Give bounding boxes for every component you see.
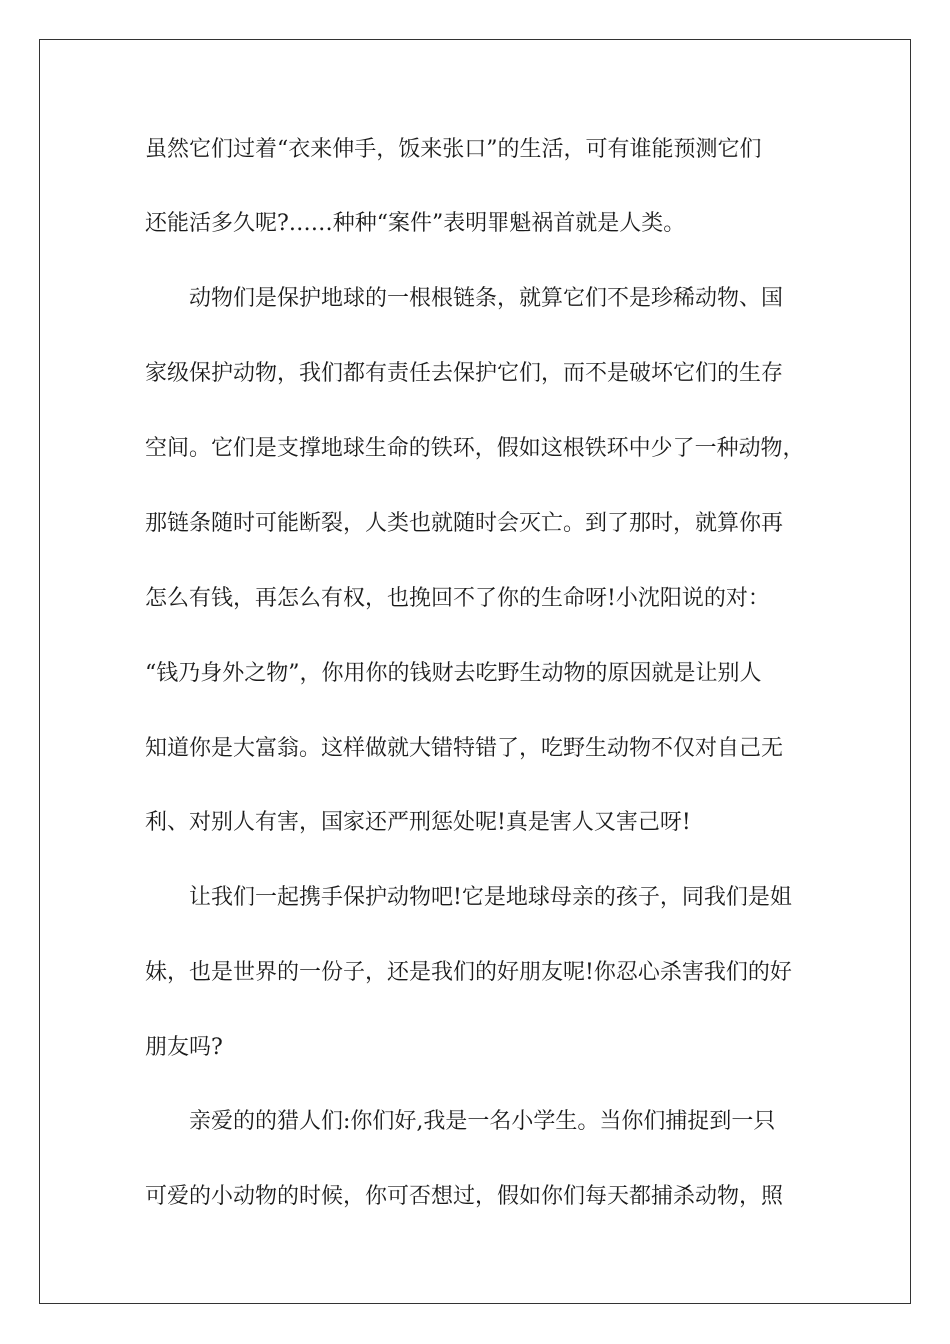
text-line-8: “钱乃身外之物”，你用你的钱财去吃野生动物的原因就是让别人 [145, 661, 762, 686]
text-line-9: 知道你是大富翁。这样做就大错特错了，吃野生动物不仅对自己无 [145, 736, 784, 761]
text-line-6: 那链条随时可能断裂，人类也就随时会灭亡。到了那时，就算你再 [145, 511, 784, 536]
text-line-1: 虽然它们过着“衣来伸手，饭来张口”的生活，可有谁能预测它们 [145, 137, 762, 162]
text-line-7: 怎么有钱，再怎么有权，也挽回不了你的生命呀!小沈阳说的对： [145, 586, 770, 611]
text-line-11: 让我们一起携手保护动物吧!它是地球母亲的孩子，同我们是姐 [189, 885, 792, 910]
text-line-10: 利、对别人有害，国家还严刑惩处呢!真是害人又害己呀! [145, 810, 691, 835]
text-line-4: 家级保护动物，我们都有责任去保护它们，而不是破坏它们的生存 [145, 361, 784, 386]
text-line-12: 妹，也是世界的一份子，还是我们的好朋友呢!你忍心杀害我们的好 [145, 960, 792, 985]
text-line-13: 朋友吗? [145, 1035, 223, 1060]
text-line-5: 空间。它们是支撑地球生命的铁环，假如这根铁环中少了一种动物， [145, 436, 805, 461]
text-line-3: 动物们是保护地球的一根根链条，就算它们不是珍稀动物、国 [189, 286, 784, 311]
text-line-15: 可爱的小动物的时候，你可否想过，假如你们每天都捕杀动物，照 [145, 1184, 784, 1209]
text-line-2: 还能活多久呢?……种种“案件”表明罪魁祸首就是人类。 [145, 211, 686, 236]
text-line-14: 亲爱的的猎人们:你们好,我是一名小学生。当你们捕捉到一只 [189, 1109, 776, 1134]
